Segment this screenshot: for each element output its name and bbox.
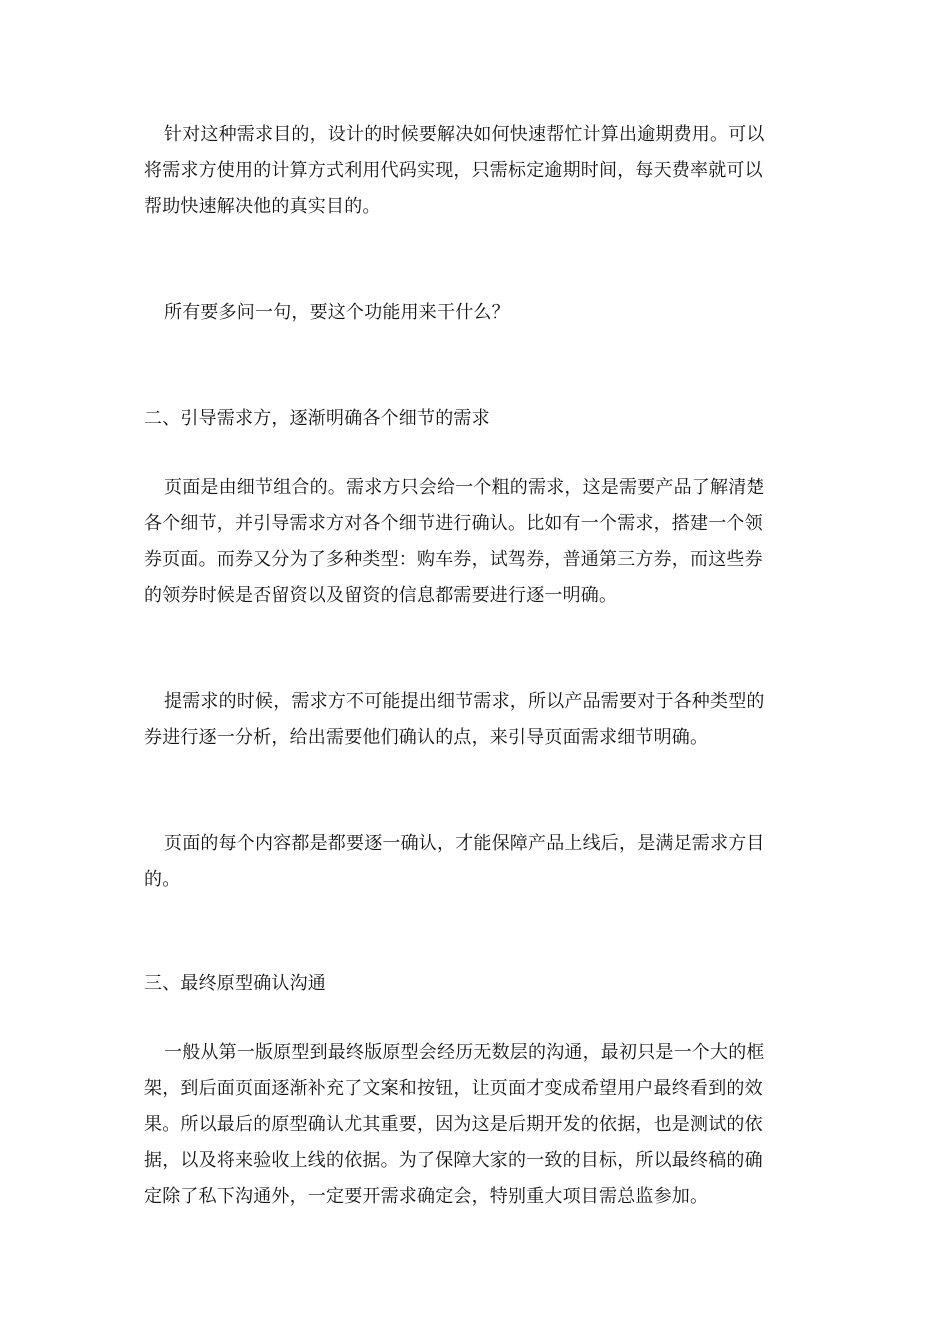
text-line: 页面的每个内容都是都要逐一确认，才能保障产品上线后，是满足需求方目 <box>164 833 765 854</box>
text-line: 券进行逐一分析，给出需要他们确认的点，来引导页面需求细节明确。 <box>144 727 709 748</box>
text-line: 的领券时候是否留资以及留资的信息都需要进行逐一明确。 <box>144 585 618 606</box>
heading-text: 三、最终原型确认沟通 <box>144 973 326 994</box>
text-line: 所有要多问一句，要这个功能用来干什么？ <box>164 302 510 323</box>
text-line: 架，到后面页面逐渐补充了文案和按钮，让页面才变成希望用户最终看到的效 <box>144 1078 763 1099</box>
text-line: 将需求方使用的计算方式利用代码实现，只需标定逾期时间，每天费率就可以 <box>144 160 763 181</box>
paragraph-confirm-content <box>144 826 804 898</box>
paragraph-guide-details <box>144 684 804 756</box>
text-line: 帮助快速解决他的真实目的。 <box>144 196 381 217</box>
paragraph-ask-purpose <box>144 295 804 331</box>
text-line: 定除了私下沟通外，一定要开需求确定会，特别重大项目需总监参加。 <box>144 1186 709 1207</box>
section-heading-3 <box>144 966 804 1002</box>
paragraph-overdue-fee <box>144 117 804 225</box>
text-line: 一般从第一版原型到最终版原型会经历无数层的沟通，最初只是一个大的框 <box>164 1042 765 1063</box>
heading-text: 二、引导需求方，逐渐明确各个细节的需求 <box>144 408 490 429</box>
text-line: 提需求的时候，需求方不可能提出细节需求，所以产品需要对于各种类型的 <box>164 691 765 712</box>
text-line: 针对这种需求目的，设计的时候要解决如何快速帮忙计算出逾期费用。可以 <box>164 124 765 145</box>
text-line: 的。 <box>144 869 181 890</box>
text-line: 各个细节，并引导需求方对各个细节进行确认。比如有一个需求，搭建一个领 <box>144 513 763 534</box>
text-line: 据，以及将来验收上线的依据。为了保障大家的一致的目标，所以最终稿的确 <box>144 1150 763 1171</box>
paragraph-final-prototype <box>144 1035 804 1215</box>
text-line: 券页面。而券又分为了多种类型：购车券，试驾券，普通第三方券，而这些券 <box>144 549 763 570</box>
text-line: 页面是由细节组合的。需求方只会给一个粗的需求，这是需要产品了解清楚 <box>164 477 765 498</box>
text-line: 果。所以最后的原型确认尤其重要，因为这是后期开发的依据，也是测试的依 <box>144 1114 763 1135</box>
section-heading-2 <box>144 401 804 437</box>
paragraph-page-details <box>144 470 804 614</box>
